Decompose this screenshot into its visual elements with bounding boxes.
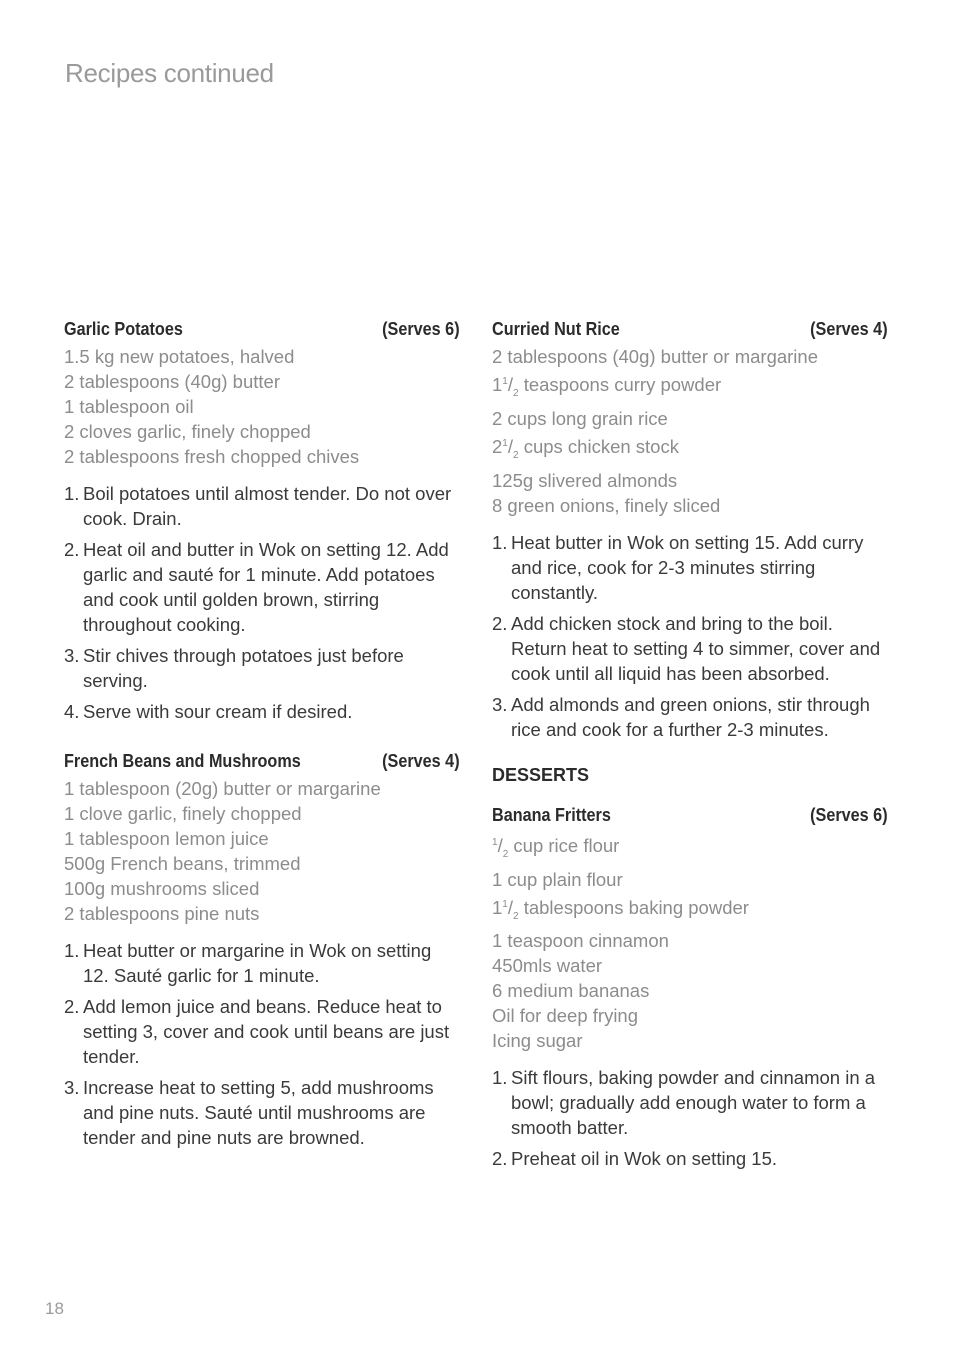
method-step <box>492 611 888 686</box>
ingredient-item: 2 tablespoons (40g) butter or margarine <box>492 346 818 367</box>
ingredient-item: 100g mushrooms sliced <box>64 878 260 899</box>
recipe-title: Banana Fritters <box>492 804 611 825</box>
step-text: Increase heat to setting 5, add mushrooms and pine nuts. Sauté until mushrooms are tender and pine nuts are browned. <box>83 1077 434 1148</box>
page-number: 18 <box>45 1299 64 1318</box>
ingredient-item: 2 cups long grain rice <box>492 407 668 429</box>
step-number: 1. <box>492 1067 508 1089</box>
ingredient-item: 1.5 kg new potatoes, halved <box>64 346 295 367</box>
recipe-title: Garlic Potatoes <box>64 319 183 339</box>
recipe-french-beans <box>64 750 460 1150</box>
step-text: Heat oil and butter in Wok on setting 12. Add garlic and sauté for 1 minute. Add potatoes and cook until golden brown, stirring throughout cooking. <box>83 539 449 635</box>
ingredient-item: 2 cloves garlic, finely chopped <box>64 421 311 442</box>
ingredient-item: 1 cup plain flour <box>492 868 623 890</box>
step-number: 3. <box>64 645 80 666</box>
ingredient-item: 2 tablespoons (40g) butter <box>64 371 280 392</box>
step-text: Add lemon juice and beans. Reduce heat to setting 3, cover and cook until beans are just tender. <box>83 996 450 1067</box>
step-number: 1. <box>492 531 508 553</box>
step-number: 1. <box>64 483 80 504</box>
recipe-header <box>492 804 888 826</box>
ingredient-item: 1 clove garlic, finely chopped <box>64 803 302 824</box>
ingredient-item: $^1/_2$ cup rice flour <box>492 834 620 860</box>
step-number: 4. <box>64 701 80 722</box>
section-heading: DESSERTS <box>492 764 590 785</box>
ingredient-item: $1^1/_2$ teaspoons curry powder <box>492 374 722 399</box>
ingredient-list <box>492 344 888 518</box>
ingredient-item: $1^1/_2$ tablespoons baking powder <box>492 896 749 922</box>
method-step <box>64 994 460 1069</box>
step-text: Boil potatoes until almost tender. Do not over cook. Drain. <box>83 483 452 529</box>
method-step <box>64 537 460 637</box>
recipe-header <box>64 318 460 340</box>
recipe-banana-fritters <box>492 804 888 1172</box>
ingredient-list <box>492 830 888 1054</box>
step-text: Stir chives through potatoes just before serving. <box>83 645 404 691</box>
recipe-title: Curried Nut Rice <box>492 319 620 339</box>
recipe-serves: (Serves 4) <box>382 751 460 771</box>
step-number: 1. <box>64 940 80 961</box>
ingredient-item: 125g slivered almonds <box>492 469 678 491</box>
left-column <box>64 318 460 1156</box>
ingredient-item: 8 green onions, finely sliced <box>492 494 721 516</box>
recipe-serves: (Serves 6) <box>810 804 888 825</box>
method-step <box>64 699 460 724</box>
step-text: Preheat oil in Wok on setting 15. <box>511 1148 778 1170</box>
step-number: 3. <box>492 693 508 715</box>
recipe-curried-nut-rice <box>492 318 888 742</box>
step-number: 2. <box>492 1148 508 1170</box>
method-step <box>492 530 888 605</box>
method-step <box>64 643 460 693</box>
ingredient-item: Oil for deep frying <box>492 1005 639 1027</box>
method-steps <box>492 1065 888 1171</box>
step-number: 2. <box>492 612 508 634</box>
right-column <box>492 318 888 1177</box>
ingredient-item: 2 tablespoons fresh chopped chives <box>64 446 360 467</box>
ingredient-item: 1 tablespoon lemon juice <box>64 828 269 849</box>
method-step <box>492 692 888 742</box>
step-text: Sift flours, baking powder and cinnamon in a bowl; gradually add enough water to form a smooth batter. <box>511 1067 876 1139</box>
method-step <box>492 1065 888 1140</box>
ingredient-item: 1 tablespoon oil <box>64 396 194 417</box>
ingredient-item: 1 teaspoon cinnamon <box>492 930 669 952</box>
step-number: 2. <box>64 539 80 560</box>
ingredient-item: Icing sugar <box>492 1030 583 1052</box>
method-step <box>64 938 460 988</box>
ingredient-list <box>64 344 460 469</box>
ingredient-item: 500g French beans, trimmed <box>64 853 301 874</box>
step-text: Heat butter or margarine in Wok on setting 12. Sauté garlic for 1 minute. <box>83 940 432 986</box>
ingredient-item: $2^1/_2$ cups chicken stock <box>492 436 679 461</box>
ingredient-item: 450mls water <box>492 955 603 977</box>
recipe-header <box>492 318 888 340</box>
recipe-header <box>64 750 460 772</box>
method-steps <box>64 938 460 1150</box>
ingredient-item: 6 medium bananas <box>492 980 650 1002</box>
method-steps <box>492 530 888 742</box>
step-number: 3. <box>64 1077 80 1098</box>
recipe-title: French Beans and Mushrooms <box>64 751 301 771</box>
recipe-serves: (Serves 6) <box>382 319 460 339</box>
step-text: Heat butter in Wok on setting 15. Add curry and rice, cook for 2-3 minutes stirring constantly. <box>511 531 864 603</box>
ingredient-list <box>64 776 460 926</box>
step-text: Add almonds and green onions, stir through rice and cook for a further 2-3 minutes. <box>511 693 870 740</box>
page-title: Recipes continued <box>65 58 274 88</box>
recipe-serves: (Serves 4) <box>810 319 888 339</box>
ingredient-item: 1 tablespoon (20g) butter or margarine <box>64 778 381 799</box>
method-step <box>64 481 460 531</box>
recipe-garlic-potatoes <box>64 318 460 724</box>
step-text: Serve with sour cream if desired. <box>83 701 353 722</box>
step-text: Add chicken stock and bring to the boil. Return heat to setting 4 to simmer, cover and cook until all liquid has been absorbed. <box>511 612 881 684</box>
method-steps <box>64 481 460 724</box>
method-step <box>492 1146 888 1171</box>
ingredient-item: 2 tablespoons pine nuts <box>64 903 260 924</box>
method-step <box>64 1075 460 1150</box>
step-number: 2. <box>64 996 80 1017</box>
